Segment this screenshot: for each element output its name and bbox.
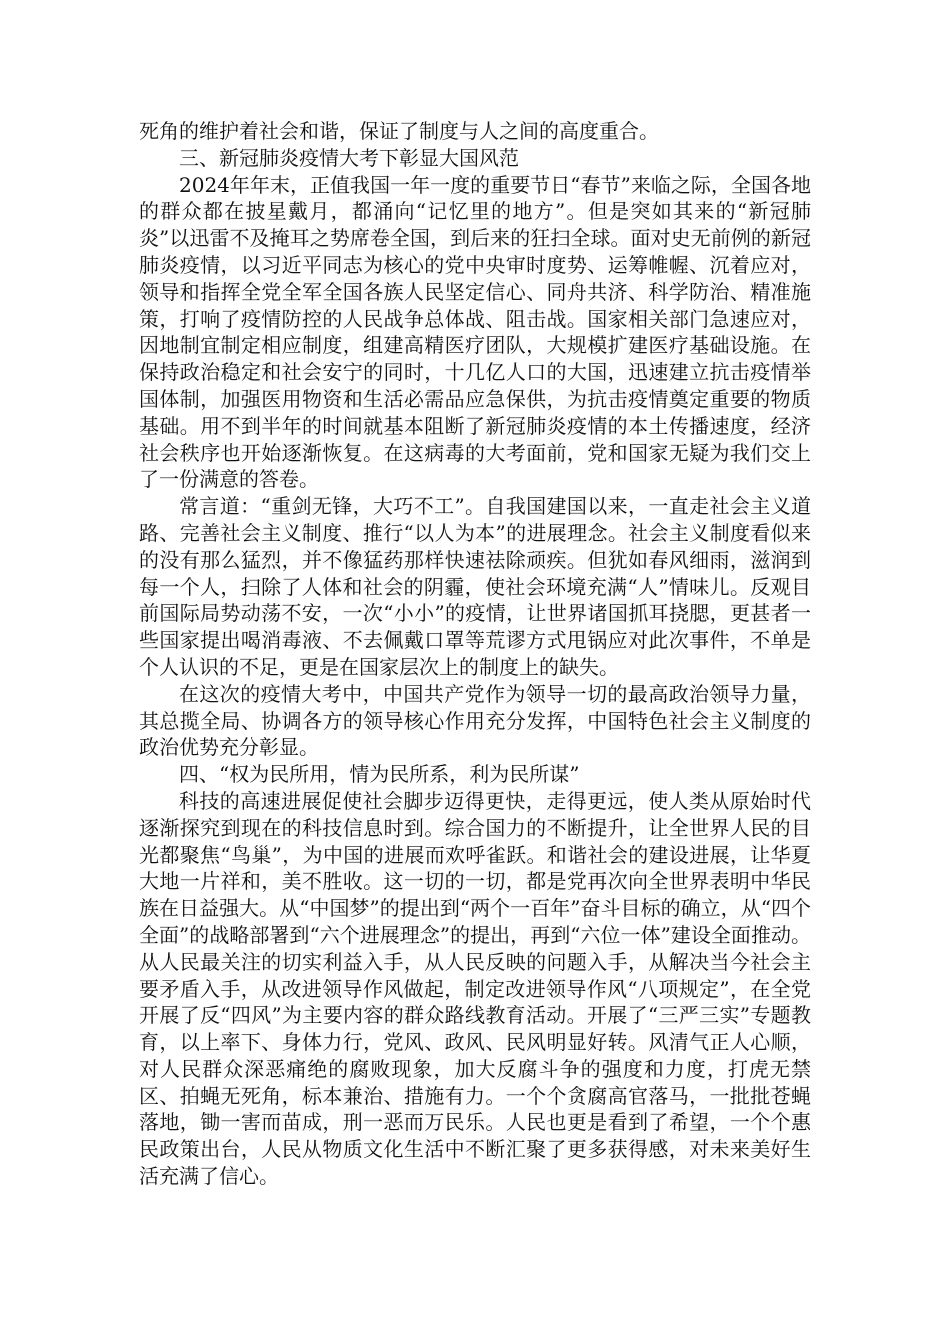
paragraph: 常言道：“重剑无锋，大巧不工”。自我国建国以来，一直走社会主义道路、完善社会主义制度、推行“以人为本”的进展理念。社会主义制度看似来的没有那么猛烈，并不像猛药那样快速祛除顽疾。但犹如春风细雨，滋润到每一个人，扫除了人体和社会的阴霾，使社会环境充满“人”情味儿。反观目前国际局势动荡不安，一次“小小”的疫情，让世界诸国抓耳挠腮，更甚者一些国家提出喝消毒液、不去佩戴口罩等荒谬方式甩锅应对此次事件，不单是个人认识的不足，更是在国家层次上的制度上的缺失。 <box>139 494 811 679</box>
document-page <box>139 118 811 1190</box>
paragraph: 在这次的疫情大考中，中国共产党作为领导一切的最高政治领导力量，其总揽全局、协调各方的领导核心作用充分发挥，中国特色社会主义制度的政治优势充分彰显。 <box>139 681 811 760</box>
section-heading-3: 三、新冠肺炎疫情大考下彰显大国风范 <box>179 145 519 170</box>
section-heading-4: 四、“权为民所用，情为民所系，利为民所谋” <box>179 762 580 787</box>
paragraph: 2024年年末，正值我国一年一度的重要节日“春节”来临之际，全国各地的群众都在披星戴月，都涌向“记忆里的地方”。但是突如其来的“新冠肺炎”以迅雷不及掩耳之势席卷全国，到后来的狂扫全球。面对史无前例的新冠肺炎疫情，以习近平同志为核心的党中央审时度势、运筹帷幄、沉着应对，领导和指挥全党全军全国各族人民坚定信心、同舟共济、科学防治、精准施策，打响了疫情防控的人民战争总体战、阻击战。国家相关部门急速应对，因地制宜制定相应制度，组建高精医疗团队，大规模扩建医疗基础设施。在保持政治稳定和社会安宁的同时，十几亿人口的大国，迅速建立抗击疫情举国体制，加强医用物资和生活必需品应急保供，为抗击疫情奠定重要的物质基础。用不到半年的时间就基本阻断了新冠肺炎疫情的本土传播速度，经济社会秩序也开始逐渐恢复。在这病毒的大考面前，党和国家无疑为我们交上了一份满意的答卷。 <box>139 172 811 492</box>
paragraph: 科技的高速进展促使社会脚步迈得更快，走得更远，使人类从原始时代逐渐探究到现在的科技信息时到。综合国力的不断提升，让全世界人民的目光都聚焦“鸟巢”，为中国的进展而欢呼雀跃。和谐社会的建设进展，让华夏大地一片祥和，美不胜收。这一切的一切，都是党再次向全世界表明中华民族在日益强大。从“中国梦”的提出到“两个一百年”奋斗目标的确立，从“四个全面”的战略部署到“六个进展理念”的提出，再到“六位一体”建设全面推动。从人民最关注的切实利益入手，从人民反映的问题入手，从解决当今社会主要矛盾入手，从改进领导作风做起，制定改进领导作风“八项规定”，在全党开展了反“四风”为主要内容的群众路线教育活动。开展了“三严三实”专题教育，以上率下、身体力行，党风、政风、民风明显好转。风清气正人心顺，对人民群众深恶痛绝的腐败现象，加大反腐斗争的强度和力度，打虎无禁区、拍蝇无死角，标本兼治、措施有力。一个个贪腐高官落马，一批批苍蝇落地，锄一害而苗成，刑一恶而万民乐。人民也更是看到了希望，一个个惠民政策出台，人民从物质文化生活中不断汇聚了更多获得感，对未来美好生活充满了信心。 <box>139 788 811 1189</box>
paragraph-continuation: 死角的维护着社会和谐，保证了制度与人之间的高度重合。 <box>139 119 659 143</box>
